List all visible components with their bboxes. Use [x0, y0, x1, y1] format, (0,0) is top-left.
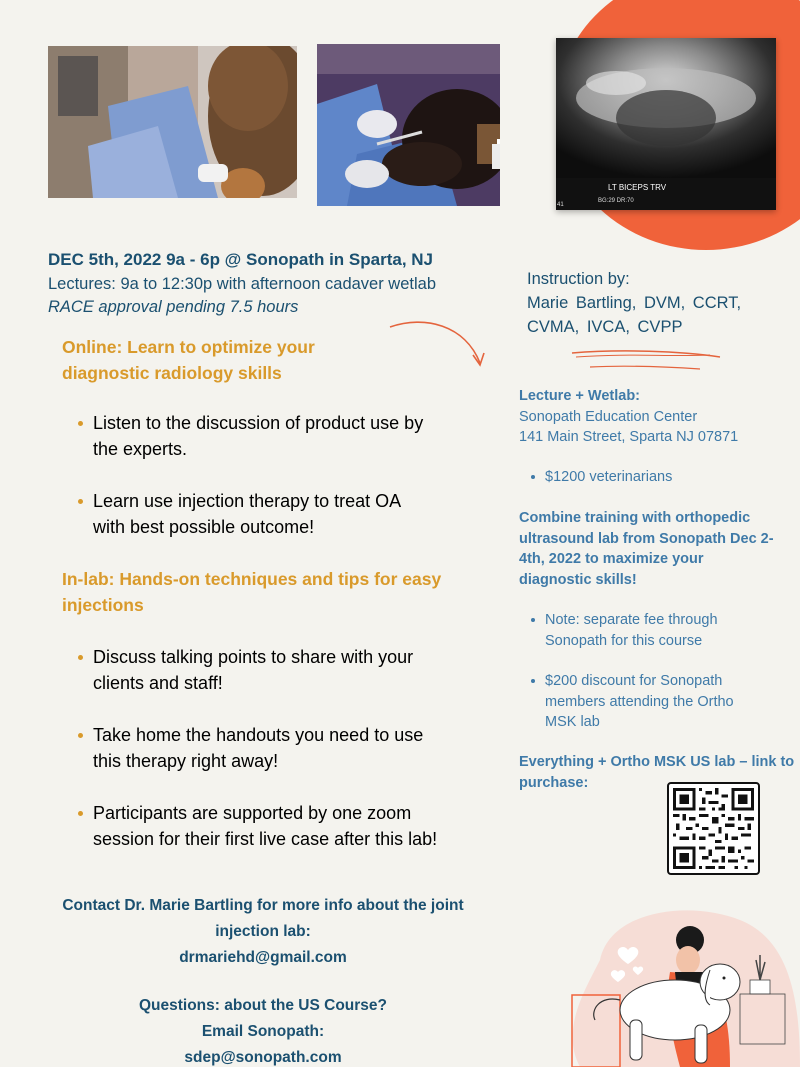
- purchase-qr-code[interactable]: [667, 782, 760, 875]
- price-item: $1200 veterinarians: [531, 467, 789, 488]
- inlab-section-title: In-lab: Hands-on techniques and tips for easy injections: [62, 569, 442, 615]
- list-item: Learn use injection therapy to treat OA with best possible outcome!: [76, 488, 436, 540]
- event-date: DEC 5th, 2022 9a - 6p @ Sonopath in Sparta, NJ: [48, 250, 433, 269]
- list-item: Take home the handouts you need to use this therapy right away!: [76, 722, 446, 774]
- venue-name: Sonopath Education Center: [519, 408, 698, 425]
- curved-arrow-icon: [385, 315, 490, 375]
- instruction-label: Instruction by:: [527, 270, 630, 288]
- contact-email-link[interactable]: drmariehd@gmail.com: [179, 949, 347, 966]
- combine-text: Combine training with orthopedic ultrasound lab from Sonopath Dec 2-4th, 2022 to maximize your diagnostic skills!: [519, 510, 774, 588]
- questions-text: Questions: about the US Course?: [138, 997, 387, 1014]
- instruction-block: [527, 267, 777, 339]
- online-section-title: Online: Learn to optimize your diagnostic radiology skills: [62, 337, 315, 383]
- wetlab-block: [519, 386, 789, 448]
- ultrasound-number: 41: [557, 202, 564, 208]
- online-list: [76, 410, 436, 566]
- decorative-swash-icon: [570, 345, 725, 375]
- ultrasound-label: LT BICEPS TRV: [608, 183, 667, 192]
- ultrasound-params: BG:29 DR:70: [598, 198, 634, 204]
- contact-text: Contact Dr. Marie Bartling for more info about the joint injection lab:: [62, 897, 464, 940]
- inlab-list: [76, 644, 446, 878]
- list-item: $200 discount for Sonopath members attending the Ortho MSK lab: [531, 671, 769, 733]
- list-item: Note: separate fee through Sonopath for this course: [531, 610, 769, 651]
- list-item: Listen to the discussion of product use by the experts.: [76, 410, 436, 462]
- contact-block: [50, 893, 476, 1067]
- email-sonopath-text: Email Sonopath:: [201, 1023, 325, 1040]
- list-item: Participants are supported by one zoom session for their first live case after this lab!: [76, 800, 446, 852]
- sonopath-email-link[interactable]: sdep@sonopath.com: [184, 1049, 342, 1066]
- event-lectures: Lectures: 9a to 12:30p with afternoon cadaver wetlab: [48, 275, 436, 293]
- vet-hugging-dog-illustration: [560, 900, 800, 1067]
- venue-address: 141 Main Street, Sparta NJ 07871: [519, 429, 739, 445]
- list-item: Discuss talking points to share with your clients and staff!: [76, 644, 446, 696]
- combine-notes: [519, 610, 769, 733]
- photo-injection-team: [48, 46, 297, 198]
- race-approval: RACE approval pending 7.5 hours: [48, 298, 299, 316]
- photo-dog-injection: [317, 44, 500, 206]
- price-block: [519, 467, 789, 488]
- wetlab-title: Lecture + Wetlab:: [519, 388, 640, 404]
- instructor-name: Marie Bartling, DVM, CCRT, CVMA, IVCA, CVPP: [527, 294, 742, 336]
- purchase-text: Everything + Ortho MSK US lab – link to purchase:: [519, 754, 795, 791]
